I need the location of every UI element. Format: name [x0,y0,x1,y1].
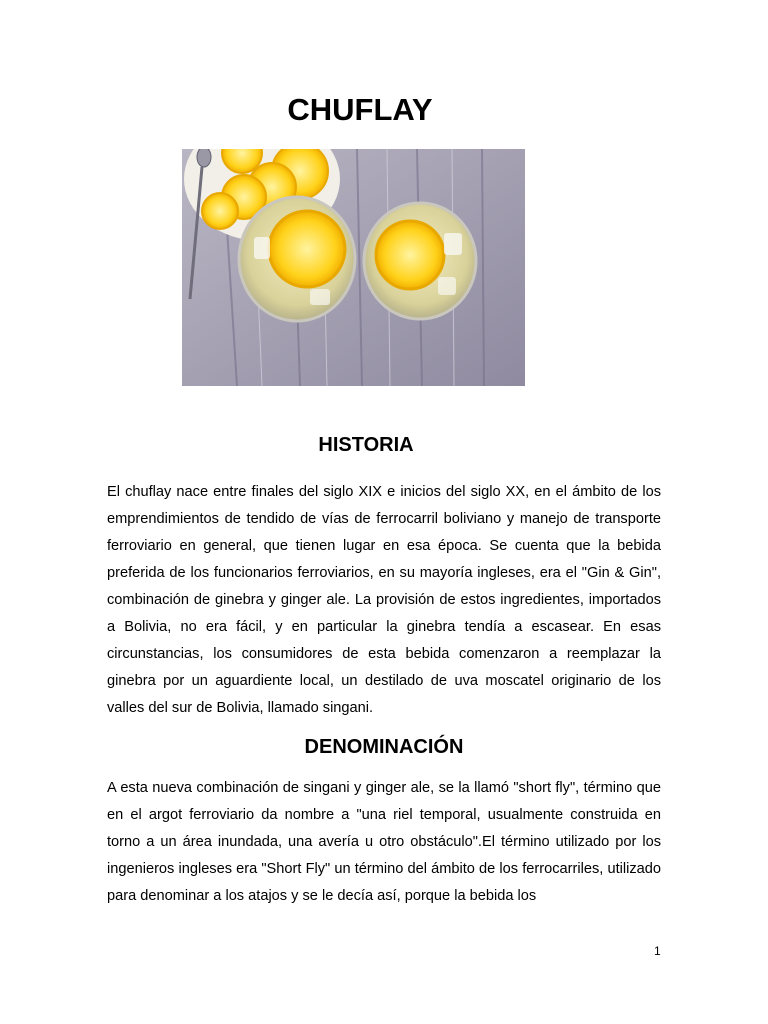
document-title: CHUFLAY [287,92,433,127]
section-text-historia: El chuflay nace entre finales del siglo XIX e inicios del siglo XX, en el ámbito de los emprendimientos de tendido de vías de ferrocarril boliviano y manejo de transporte ferroviario en general, que tienen lugar en esa época. Se cuenta que la bebida preferida de los funcionarios ferroviarios, en su mayoría ingleses, era el "Gin & Gin", combinación de ginebra y ginger ale. La provisión de estos ingredientes, importados a Bolivia, no era fácil, y en particular la ginebra tendía a escasear. En esas circunstancias, los consumidores de esta bebida comenzaron a reemplazar la ginebra por un aguardiente local, un destilado de uva moscatel originario de los valles del sur de Bolivia, llamado singani. [107,484,661,716]
page-number: 1 [654,944,661,958]
chuflay-photo [182,149,525,386]
section-heading-historia: HISTORIA [318,434,414,456]
section-heading-denominacion: DENOMINACIÓN [304,736,464,758]
section-text-denominacion: A esta nueva combinación de singani y ginger ale, se la llamó "short fly", término que en el argot ferroviario da nombre a "una riel temporal, usualmente construida en torno a un área inundada, una avería u otro obstáculo".El término utilizado por los ingenieros ingleses era "Short Fly" un término del ámbito de los ferrocarriles, utilizado para denominar a los atajos y se le decía así, porque la bebida los [107,780,661,904]
